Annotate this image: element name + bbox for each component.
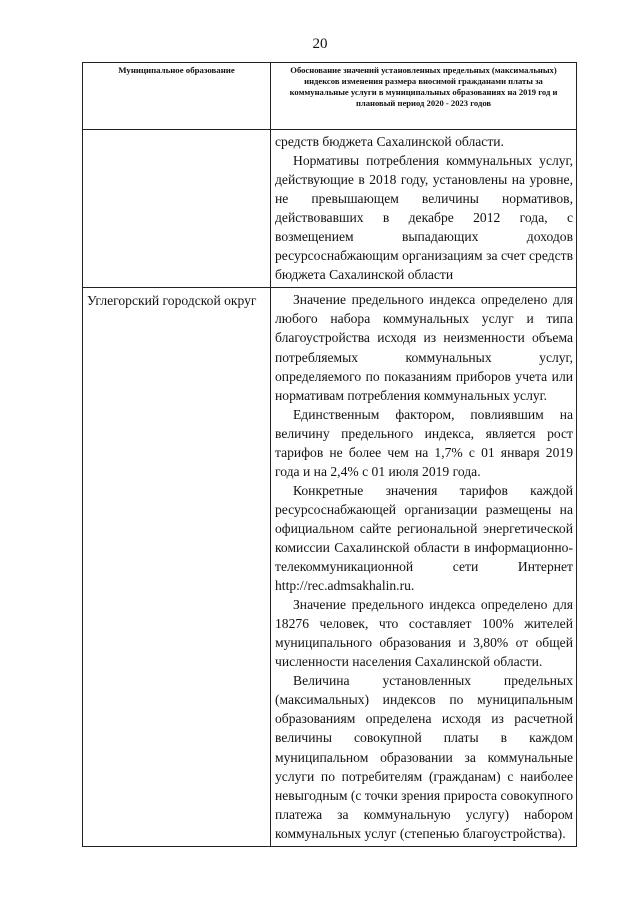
justification-cell	[271, 130, 577, 288]
municipality-cell	[83, 130, 271, 288]
paragraph: Значение предельного индекса определено для любого набора коммунальных услуг и типа благоустройства исходя из неизменности объема потребляемых коммунальных услуг, определяемого по показаниям приборов учета или нормативам потребления коммунальных услуг.	[275, 292, 573, 403]
justification-table	[82, 62, 577, 847]
page-number: 20	[312, 36, 328, 52]
paragraph: Единственным фактором, повлиявшим на величину предельного индекса, является рост тарифов не более чем на 1,7% с 01 января 2019 года и на 2,4% с 01 июля 2019 года.	[275, 406, 573, 479]
paragraph: Величина установленных предельных (максимальных) индексов по муниципальным образованиям определена исходя из расчетной величины совокупной платы в каждом муниципальном образовании за коммунальные услуги по потребителям (гражданам) с наиболее невыгодным (с точки зрения прироста совокупного платежа за коммунальную услугу) набором коммунальных услуг (степенью благоустройства).	[275, 673, 573, 841]
paragraph: средств бюджета Сахалинской области.	[275, 134, 504, 149]
table-header-row	[83, 63, 577, 130]
municipality-cell: Углегорский городской округ	[83, 288, 271, 846]
header-municipality: Муниципальное образование	[83, 63, 271, 130]
table-row	[83, 130, 577, 288]
paragraph: Значение предельного индекса определено для 18276 человек, что составляет 100% жителей муниципального образования и 3,80% от общей численности населения Сахалинской области.	[275, 597, 573, 670]
paragraph: Нормативы потребления коммунальных услуг, действующие в 2018 году, установлены на уровне, не превышающем величины нормативов, действовавших в декабре 2012 года, с возмещением выпадающих доходов ресурсоснабжающим организациям за счет средств бюджета Сахалинской области	[275, 153, 573, 283]
table-row	[83, 288, 577, 846]
justification-cell	[271, 288, 577, 846]
paragraph: Конкретные значения тарифов каждой ресурсоснабжающей организации размещены на официальном сайте региональной энергетической комиссии Сахалинской области в информационно-телекоммуникационной сети Интернет http://rec.admsakhalin.ru.	[275, 482, 573, 594]
header-justification: Обоснование значений установленных предельных (максимальных) индексов изменения размера вносимой гражданами платы за коммунальные услуги в муниципальных образованиях на 2019 год и плановый период 2020 - 2023 годов	[271, 63, 577, 130]
